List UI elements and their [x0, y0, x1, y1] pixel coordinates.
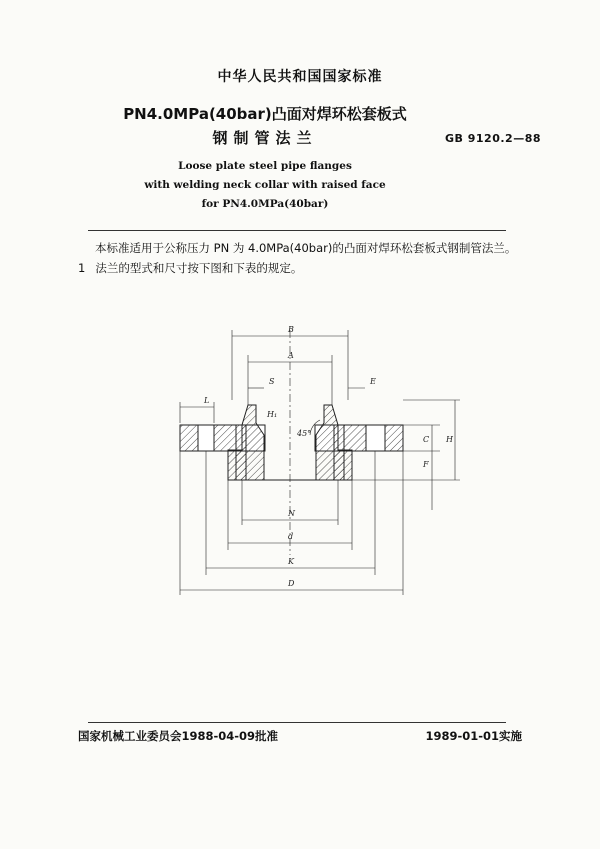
english-title-line3: for PN4.0MPa(40bar) [201, 198, 329, 210]
english-title-line2: with welding neck collar with raised face [144, 179, 386, 191]
dim-label-N: N [288, 509, 295, 518]
clause-number: 1 [78, 261, 86, 275]
intro-paragraph: 本标准适用于公称压力 PN 为 4.0MPa(40bar)的凸面对焊环松套板式钢制管法兰。 [95, 241, 517, 255]
dim-label-L: L [204, 396, 210, 405]
implementation-date: 1989-01-01实施 [425, 729, 522, 743]
dim-label-B: B [288, 325, 294, 334]
clause-text: 法兰的型式和尺寸按下图和下表的规定。 [95, 261, 303, 275]
dim-label-K: K [288, 557, 294, 566]
dim-label-S: S [269, 377, 275, 386]
chinese-title-line2: 钢制管法兰 [212, 129, 318, 147]
dim-label-C: C [423, 435, 430, 444]
flange-drawing [170, 310, 470, 600]
dim-label-angle: 45° [297, 429, 312, 438]
standard-number: GB 9120.2—88 [445, 132, 541, 145]
dim-label-A: A [288, 351, 294, 360]
national-standard-heading: 中华人民共和国国家标准 [217, 69, 383, 85]
dim-label-D: D [288, 579, 295, 588]
dim-label-d: d [288, 532, 294, 541]
top-divider [88, 230, 506, 231]
dim-label-E: E [370, 377, 376, 386]
dim-label-H: H [446, 435, 453, 444]
dim-label-F: F [423, 460, 429, 469]
clause-1 [78, 260, 302, 276]
approval-line: 国家机械工业委员会1988-04-09批准 [78, 729, 279, 743]
chinese-title-line1: PN4.0MPa(40bar)凸面对焊环松套板式 [123, 105, 407, 123]
bottom-divider [88, 722, 506, 723]
english-title-line1: Loose plate steel pipe flanges [178, 160, 352, 172]
dim-label-H1: H₁ [267, 410, 278, 419]
